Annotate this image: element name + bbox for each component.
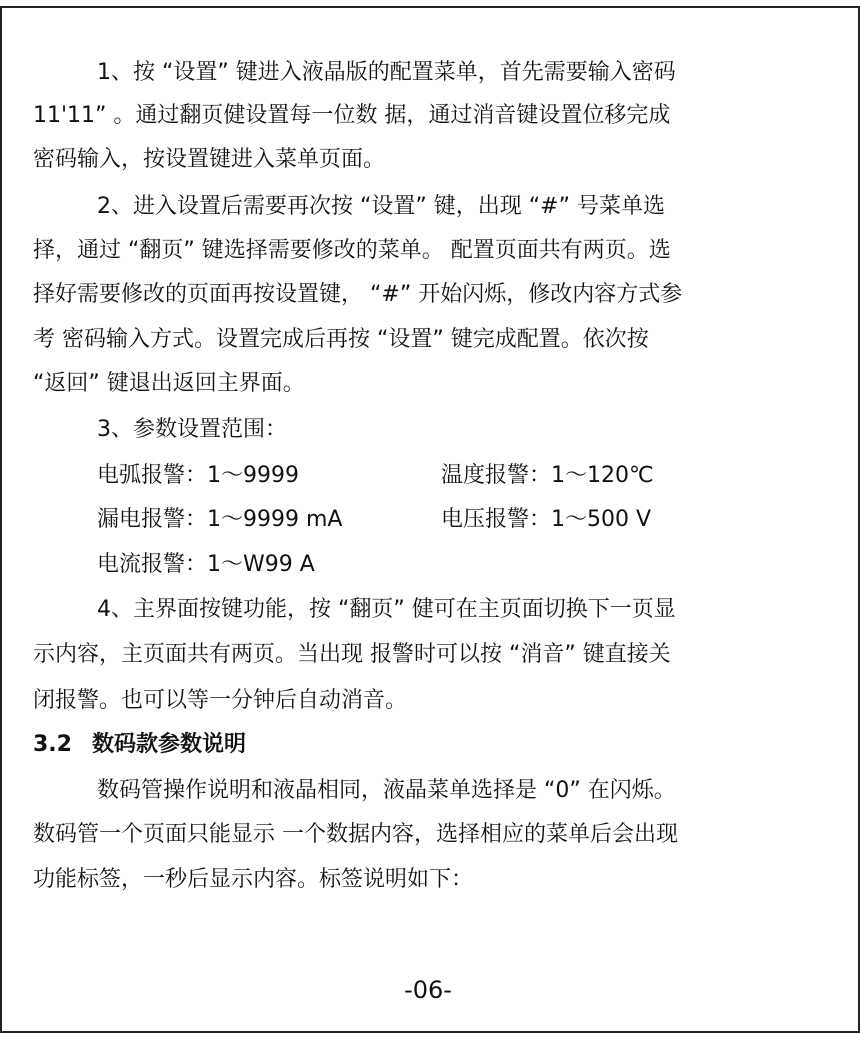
paragraph5-line2: 数码管一个页面只能显示 一个数据内容，选择相应的菜单后会出现 — [33, 822, 678, 847]
param-arc-alarm: 电弧报警：1～9999 — [97, 463, 299, 488]
paragraph2-line5: “返回” 键退出返回主界面。 — [33, 371, 305, 396]
section-number: 3.2 — [33, 732, 72, 757]
paragraph2-line2: 择，通过 “翻页” 键选择需要修改的菜单。 配置页面共有两页。选 — [33, 238, 671, 263]
paragraph2-line4: 考 密码输入方式。设置完成后再按 “设置” 键完成配置。依次按 — [33, 327, 649, 352]
paragraph4-line3: 闭报警。也可以等一分钟后自动消音。 — [33, 688, 408, 713]
paragraph2-line1: 2、进入设置后需要再次按 “设置” 键，出现 “#” 号菜单选 — [97, 194, 665, 219]
param-voltage-alarm: 电压报警：1～500 V — [441, 507, 652, 532]
param-temperature-alarm: 温度报警：1～120℃ — [441, 463, 654, 488]
paragraph1-line2: 11'11” 。通过翻页健设置每一位数 据，通过消音键设置位移完成 — [33, 103, 671, 128]
paragraph5-line3: 功能标签，一秒后显示内容。标签说明如下： — [33, 867, 474, 892]
section-heading — [33, 730, 246, 760]
paragraph2-line3: 择好需要修改的页面再按设置键， “#” 开始闪烁，修改内容方式参 — [33, 282, 683, 307]
paragraph4-line2: 示内容，主页面共有两页。当出现 报警时可以按 “消音” 键直接关 — [33, 642, 671, 667]
param-range-intro: 3、参数设置范围： — [97, 417, 287, 442]
paragraph5-line1: 数码管操作说明和液晶相同，液晶菜单选择是 “0” 在闪烁。 — [97, 778, 676, 803]
paragraph1-line3: 密码输入，按设置键进入菜单页面。 — [33, 147, 386, 172]
param-current-alarm: 电流报警：1～W99 A — [97, 552, 315, 577]
paragraph1-line1: 1、按 “设置” 键进入液晶版的配置菜单，首先需要输入密码 — [97, 60, 676, 85]
paragraph4-line1: 4、主界面按键功能，按 “翻页” 健可在主页面切换下一页显 — [97, 597, 676, 622]
section-title: 数码款参数说明 — [91, 732, 246, 757]
param-leakage-alarm: 漏电报警：1～9999 mA — [97, 507, 343, 532]
page-number: -06- — [404, 976, 452, 1004]
